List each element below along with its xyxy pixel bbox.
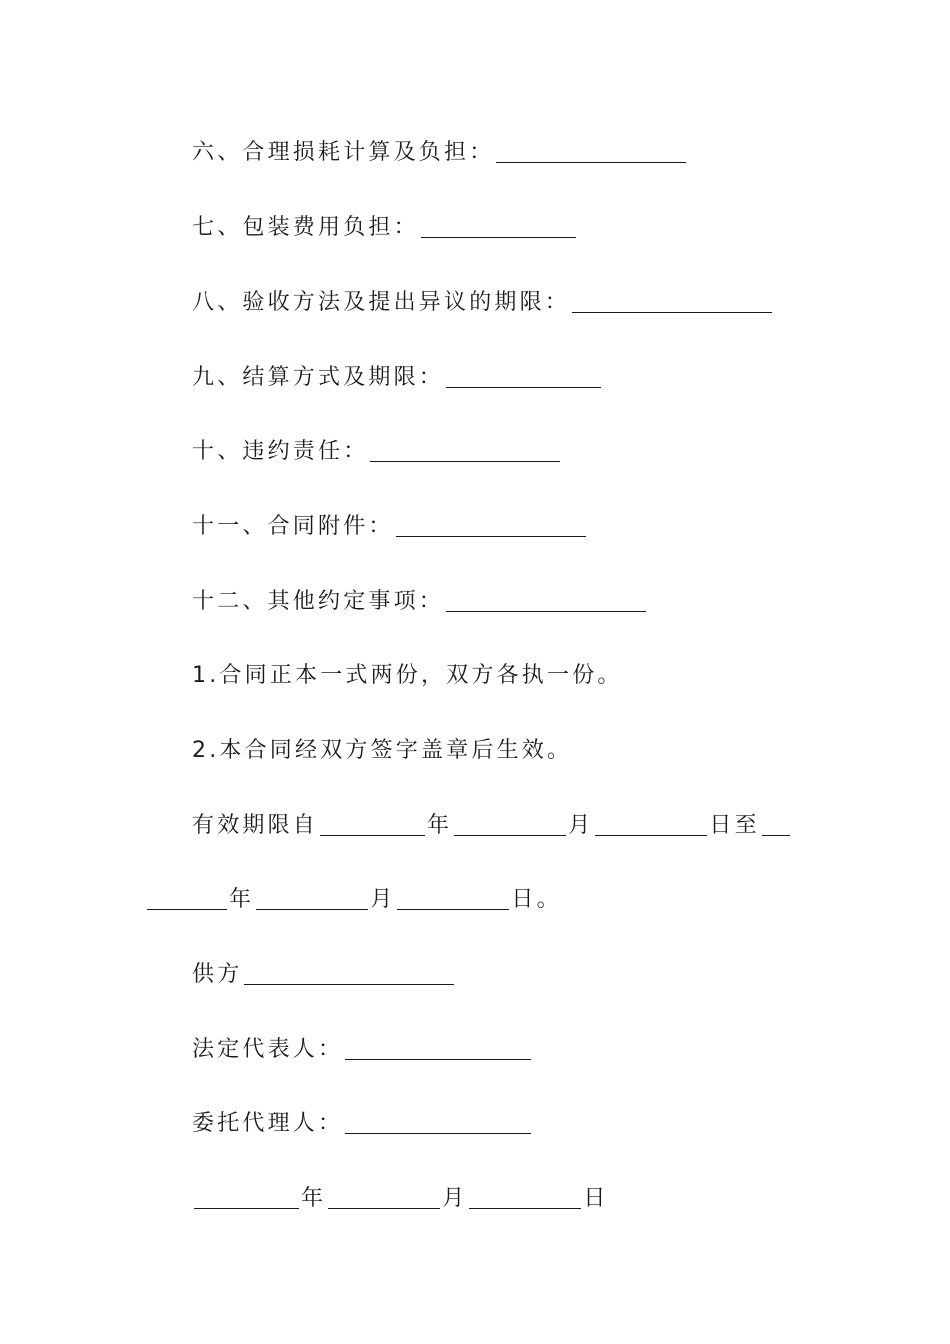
note-copies (192, 661, 623, 691)
year-label: 年 (229, 887, 255, 912)
supplier-label: 供方 (192, 962, 243, 987)
sign-month-blank[interactable] (328, 1186, 440, 1209)
agent-line (192, 1109, 533, 1139)
fill-blank[interactable] (496, 140, 686, 163)
fill-blank[interactable] (572, 290, 772, 313)
clause-ten (192, 437, 562, 467)
clause-label: 九、结算方式及期限： (192, 365, 445, 390)
legal-rep-label: 法定代表人： (192, 1037, 344, 1062)
supplier-line (192, 960, 456, 990)
clause-label: 十二、其他约定事项： (192, 589, 445, 614)
note-text: 1.合同正本一式两份，双方各执一份。 (192, 663, 623, 688)
fill-blank[interactable] (446, 365, 601, 388)
clause-label: 七、包装费用负担： (192, 215, 419, 240)
day-label: 日 (583, 1186, 609, 1211)
note-effective (192, 736, 572, 766)
clause-twelve (192, 587, 648, 617)
year-label: 年 (301, 1186, 327, 1211)
fill-blank[interactable] (396, 514, 586, 537)
start-day-blank[interactable] (595, 813, 707, 836)
year-label: 年 (427, 813, 453, 838)
clause-label: 十一、合同附件： (192, 514, 394, 539)
fill-blank[interactable] (421, 215, 576, 238)
legal-rep-blank[interactable] (345, 1037, 531, 1060)
sign-day-blank[interactable] (469, 1186, 581, 1209)
fill-blank[interactable] (446, 589, 646, 612)
month-label: 月 (442, 1186, 468, 1211)
start-year-blank[interactable] (320, 813, 425, 836)
clause-label: 八、验收方法及提出异议的期限： (192, 290, 571, 315)
clause-label: 六、合理损耗计算及负担： (192, 140, 495, 165)
supplier-blank[interactable] (244, 962, 454, 985)
validity-line-2 (145, 885, 562, 915)
month-label: 月 (370, 887, 396, 912)
end-year-blank-part[interactable] (762, 813, 790, 836)
clause-label: 十、违约责任： (192, 439, 369, 464)
end-month-blank[interactable] (256, 887, 368, 910)
month-label: 月 (568, 813, 594, 838)
validity-line-1 (192, 811, 792, 841)
day-to-label: 日至 (709, 813, 760, 838)
note-text: 2.本合同经双方签字盖章后生效。 (192, 738, 573, 763)
fill-blank[interactable] (370, 439, 560, 462)
day-end-label: 日。 (511, 887, 562, 912)
clause-eight (192, 288, 774, 318)
clause-six (192, 138, 688, 168)
end-year-blank[interactable] (147, 887, 227, 910)
legal-rep-line (192, 1035, 533, 1065)
start-month-blank[interactable] (454, 813, 566, 836)
clause-eleven (192, 512, 588, 542)
signing-date-line (192, 1184, 609, 1214)
validity-prefix: 有效期限自 (192, 813, 319, 838)
clause-seven (192, 213, 578, 243)
sign-year-blank[interactable] (194, 1186, 299, 1209)
clause-nine (192, 363, 603, 393)
agent-label: 委托代理人： (192, 1111, 344, 1136)
agent-blank[interactable] (345, 1111, 531, 1134)
end-day-blank[interactable] (397, 887, 509, 910)
